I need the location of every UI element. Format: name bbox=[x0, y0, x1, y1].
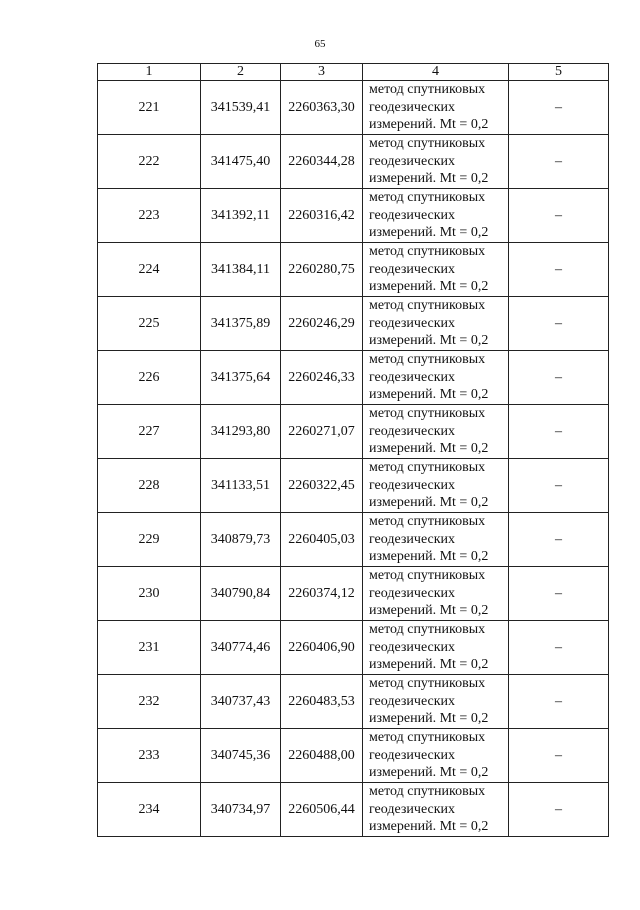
method-text-line: измерений. Mt = 0,2 bbox=[369, 225, 489, 241]
note-cell: – bbox=[509, 783, 609, 837]
method-text-line: метод спутниковых bbox=[369, 622, 486, 638]
method-cell bbox=[363, 297, 509, 351]
header-row bbox=[98, 64, 609, 81]
x-coordinate-cell: 341375,64 bbox=[201, 351, 281, 405]
table-row bbox=[98, 81, 609, 135]
table-row bbox=[98, 243, 609, 297]
method-text-line: геодезических bbox=[369, 315, 456, 331]
table-row bbox=[98, 405, 609, 459]
point-number-cell: 229 bbox=[98, 513, 201, 567]
method-cell bbox=[363, 243, 509, 297]
column-header-3: 3 bbox=[281, 64, 363, 81]
method-cell bbox=[363, 135, 509, 189]
method-text-line: измерений. Mt = 0,2 bbox=[369, 819, 489, 835]
method-text-line: метод спутниковых bbox=[369, 136, 486, 152]
method-text-line: геодезических bbox=[369, 531, 456, 547]
x-coordinate-cell: 340734,97 bbox=[201, 783, 281, 837]
method-text-line: измерений. Mt = 0,2 bbox=[369, 603, 489, 619]
x-coordinate-cell: 341475,40 bbox=[201, 135, 281, 189]
method-text-line: геодезических bbox=[369, 99, 456, 115]
y-coordinate-cell: 2260405,03 bbox=[281, 513, 363, 567]
note-cell: – bbox=[509, 135, 609, 189]
table-row bbox=[98, 459, 609, 513]
point-number-cell: 230 bbox=[98, 567, 201, 621]
x-coordinate-cell: 340879,73 bbox=[201, 513, 281, 567]
method-text-line: геодезических bbox=[369, 801, 456, 817]
column-header-4: 4 bbox=[363, 64, 509, 81]
method-cell bbox=[363, 189, 509, 243]
point-number-cell: 233 bbox=[98, 729, 201, 783]
y-coordinate-cell: 2260506,44 bbox=[281, 783, 363, 837]
method-text-line: измерений. Mt = 0,2 bbox=[369, 333, 489, 349]
method-text-line: метод спутниковых bbox=[369, 730, 486, 746]
method-text-line: метод спутниковых bbox=[369, 352, 486, 368]
method-cell bbox=[363, 675, 509, 729]
method-text-line: геодезических bbox=[369, 261, 456, 277]
method-text-line: измерений. Mt = 0,2 bbox=[369, 279, 489, 295]
point-number-cell: 231 bbox=[98, 621, 201, 675]
note-cell: – bbox=[509, 621, 609, 675]
column-header-5: 5 bbox=[509, 64, 609, 81]
method-text-line: метод спутниковых bbox=[369, 676, 486, 692]
table-row bbox=[98, 621, 609, 675]
method-text-line: измерений. Mt = 0,2 bbox=[369, 117, 489, 133]
method-cell bbox=[363, 351, 509, 405]
coordinates-table bbox=[97, 63, 609, 837]
y-coordinate-cell: 2260363,30 bbox=[281, 81, 363, 135]
table-row bbox=[98, 297, 609, 351]
y-coordinate-cell: 2260322,45 bbox=[281, 459, 363, 513]
table-row bbox=[98, 189, 609, 243]
table-row bbox=[98, 135, 609, 189]
method-text-line: измерений. Mt = 0,2 bbox=[369, 711, 489, 727]
method-text-line: геодезических bbox=[369, 693, 456, 709]
method-text-line: метод спутниковых bbox=[369, 190, 486, 206]
method-cell bbox=[363, 783, 509, 837]
point-number-cell: 222 bbox=[98, 135, 201, 189]
method-text-line: измерений. Mt = 0,2 bbox=[369, 495, 489, 511]
method-text-line: метод спутниковых bbox=[369, 298, 486, 314]
point-number-cell: 223 bbox=[98, 189, 201, 243]
y-coordinate-cell: 2260271,07 bbox=[281, 405, 363, 459]
method-text-line: измерений. Mt = 0,2 bbox=[369, 765, 489, 781]
method-text-line: метод спутниковых bbox=[369, 514, 486, 530]
point-number-cell: 227 bbox=[98, 405, 201, 459]
x-coordinate-cell: 341375,89 bbox=[201, 297, 281, 351]
note-cell: – bbox=[509, 729, 609, 783]
method-cell bbox=[363, 567, 509, 621]
point-number-cell: 226 bbox=[98, 351, 201, 405]
method-text-line: геодезических bbox=[369, 747, 456, 763]
point-number-cell: 225 bbox=[98, 297, 201, 351]
x-coordinate-cell: 341133,51 bbox=[201, 459, 281, 513]
note-cell: – bbox=[509, 189, 609, 243]
note-cell: – bbox=[509, 675, 609, 729]
note-cell: – bbox=[509, 351, 609, 405]
table-body bbox=[98, 81, 609, 837]
method-text-line: измерений. Mt = 0,2 bbox=[369, 387, 489, 403]
y-coordinate-cell: 2260316,42 bbox=[281, 189, 363, 243]
method-text-line: метод спутниковых bbox=[369, 784, 486, 800]
note-cell: – bbox=[509, 459, 609, 513]
column-header-2: 2 bbox=[201, 64, 281, 81]
note-cell: – bbox=[509, 567, 609, 621]
column-header-1: 1 bbox=[98, 64, 201, 81]
method-text-line: метод спутниковых bbox=[369, 406, 486, 422]
method-text-line: измерений. Mt = 0,2 bbox=[369, 441, 489, 457]
y-coordinate-cell: 2260246,33 bbox=[281, 351, 363, 405]
method-text-line: геодезических bbox=[369, 369, 456, 385]
page-number: 65 bbox=[314, 38, 326, 50]
table-row bbox=[98, 513, 609, 567]
x-coordinate-cell: 341392,11 bbox=[201, 189, 281, 243]
method-text-line: геодезических bbox=[369, 153, 456, 169]
note-cell: – bbox=[509, 297, 609, 351]
method-text-line: метод спутниковых bbox=[369, 460, 486, 476]
point-number-cell: 221 bbox=[98, 81, 201, 135]
y-coordinate-cell: 2260488,00 bbox=[281, 729, 363, 783]
table-row bbox=[98, 729, 609, 783]
method-text-line: измерений. Mt = 0,2 bbox=[369, 171, 489, 187]
method-text-line: геодезических bbox=[369, 423, 456, 439]
point-number-cell: 234 bbox=[98, 783, 201, 837]
table-row bbox=[98, 783, 609, 837]
note-cell: – bbox=[509, 513, 609, 567]
method-text-line: метод спутниковых bbox=[369, 568, 486, 584]
point-number-cell: 224 bbox=[98, 243, 201, 297]
point-number-cell: 228 bbox=[98, 459, 201, 513]
y-coordinate-cell: 2260344,28 bbox=[281, 135, 363, 189]
method-text-line: геодезических bbox=[369, 477, 456, 493]
point-number-cell: 232 bbox=[98, 675, 201, 729]
method-text-line: измерений. Mt = 0,2 bbox=[369, 549, 489, 565]
method-text-line: метод спутниковых bbox=[369, 244, 486, 260]
method-text-line: геодезических bbox=[369, 585, 456, 601]
x-coordinate-cell: 341539,41 bbox=[201, 81, 281, 135]
method-cell bbox=[363, 459, 509, 513]
x-coordinate-cell: 340737,43 bbox=[201, 675, 281, 729]
method-text-line: метод спутниковых bbox=[369, 82, 486, 98]
method-cell bbox=[363, 405, 509, 459]
method-cell bbox=[363, 621, 509, 675]
table-row bbox=[98, 567, 609, 621]
method-text-line: измерений. Mt = 0,2 bbox=[369, 657, 489, 673]
table-header bbox=[98, 64, 609, 81]
method-cell bbox=[363, 729, 509, 783]
y-coordinate-cell: 2260280,75 bbox=[281, 243, 363, 297]
x-coordinate-cell: 340745,36 bbox=[201, 729, 281, 783]
method-cell bbox=[363, 81, 509, 135]
table-row bbox=[98, 351, 609, 405]
x-coordinate-cell: 340790,84 bbox=[201, 567, 281, 621]
table-row bbox=[98, 675, 609, 729]
x-coordinate-cell: 341293,80 bbox=[201, 405, 281, 459]
y-coordinate-cell: 2260406,90 bbox=[281, 621, 363, 675]
method-cell bbox=[363, 513, 509, 567]
note-cell: – bbox=[509, 243, 609, 297]
method-text-line: геодезических bbox=[369, 207, 456, 223]
y-coordinate-cell: 2260246,29 bbox=[281, 297, 363, 351]
y-coordinate-cell: 2260374,12 bbox=[281, 567, 363, 621]
method-text-line: геодезических bbox=[369, 639, 456, 655]
note-cell: – bbox=[509, 405, 609, 459]
x-coordinate-cell: 341384,11 bbox=[201, 243, 281, 297]
x-coordinate-cell: 340774,46 bbox=[201, 621, 281, 675]
y-coordinate-cell: 2260483,53 bbox=[281, 675, 363, 729]
note-cell: – bbox=[509, 81, 609, 135]
